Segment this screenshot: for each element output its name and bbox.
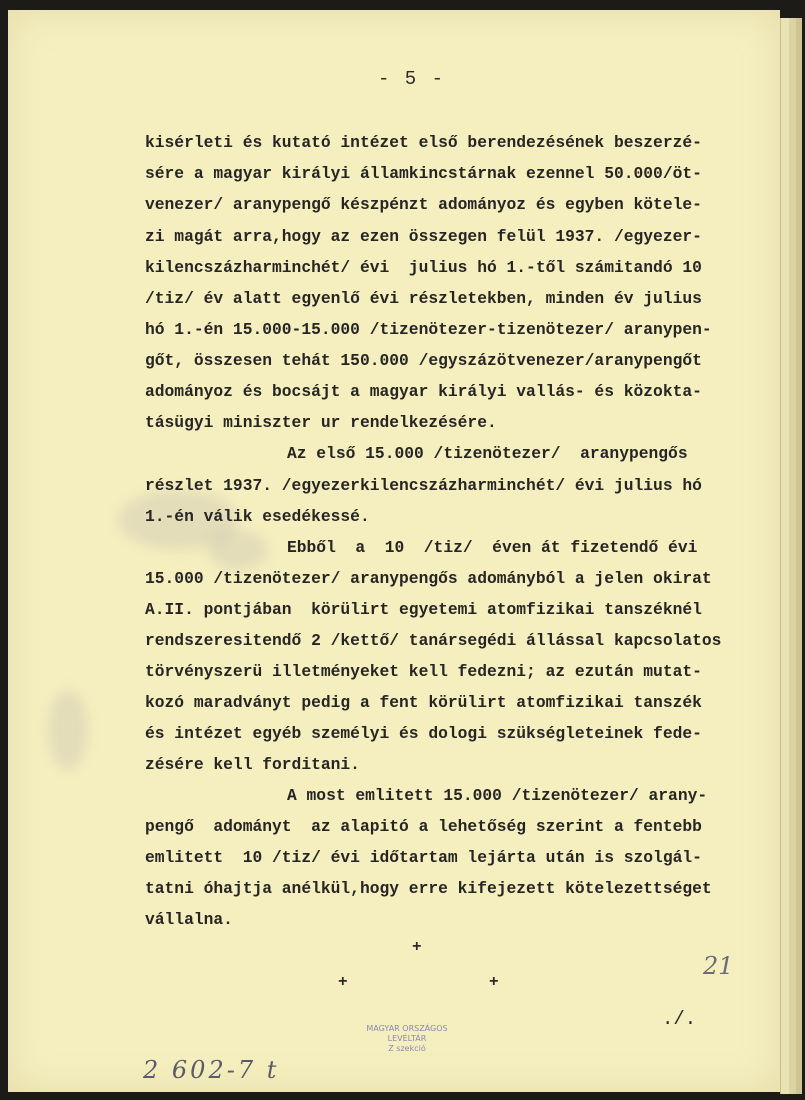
text-line: adományoz és bocsájt a magyar királyi vallás- és közokta- bbox=[145, 382, 702, 401]
text-line: Ebből a 10 /tiz/ éven át fizetendő évi bbox=[287, 538, 698, 557]
stamp-line: MAGYAR ORSZÁGOS LEVÉLTÁR bbox=[366, 1024, 448, 1043]
page-edge bbox=[795, 18, 802, 1094]
text-line: tatni óhajtja anélkül,hogy erre kifejezett kötelezettséget bbox=[145, 879, 712, 898]
separator-cross: + bbox=[412, 938, 422, 956]
text-line: vállalna. bbox=[145, 910, 233, 929]
separator-cross: + bbox=[338, 973, 348, 991]
ink-bleed bbox=[208, 530, 268, 570]
handwritten-page-number: 21 bbox=[703, 952, 734, 980]
stamp-line: Z szekció bbox=[388, 1044, 426, 1053]
text-line: A most emlitett 15.000 /tizenötezer/ arany- bbox=[287, 786, 708, 805]
text-line: és intézet egyéb személyi és dologi szükségleteinek fede- bbox=[145, 724, 702, 743]
continuation-mark: ./. bbox=[662, 1008, 697, 1030]
text-line: A.II. pontjában körülirt egyetemi atomfizikai tanszéknél bbox=[145, 600, 702, 619]
text-line: emlitett 10 /tiz/ évi időtartam lejárta után is szolgál- bbox=[145, 848, 702, 867]
text-line: rendszeresitendő 2 /kettő/ tanársegédi állással kapcsolatos bbox=[145, 631, 722, 650]
text-line: hó 1.-én 15.000-15.000 /tizenötezer-tizenötezer/ aranypen- bbox=[145, 320, 712, 339]
text-line: részlet 1937. /egyezerkilencszázharminchét/ évi julius hó bbox=[145, 476, 702, 495]
text-line: tásügyi miniszter ur rendelkezésére. bbox=[145, 413, 497, 432]
text-line: kozó maradványt pedig a fent körülirt atomfizikai tanszék bbox=[145, 693, 702, 712]
handwritten-reference: 2 602-7 t bbox=[143, 1056, 280, 1084]
text-line: kilencszázharminchét/ évi julius hó 1.-től számitandó 10 bbox=[145, 258, 702, 277]
text-line: sére a magyar királyi államkincstárnak ezennel 50.000/öt- bbox=[145, 164, 702, 183]
text-line: Az első 15.000 /tizenötezer/ aranypengős bbox=[287, 444, 688, 463]
text-line: gőt, összesen tehát 150.000 /egyszázötvenezer/aranypengőt bbox=[145, 351, 702, 370]
text-line: zi magát arra,hogy az ezen összegen felül 1937. /egyezer- bbox=[145, 227, 702, 246]
page-edge bbox=[788, 18, 796, 1094]
text-line: törvényszerü illetményeket kell fedezni; az ezután mutat- bbox=[145, 662, 702, 681]
page-number: - 5 - bbox=[378, 68, 446, 90]
text-line: 1.-én válik esedékessé. bbox=[145, 507, 370, 526]
text-line: kisérleti és kutató intézet első berendezésének beszerzé- bbox=[145, 133, 702, 152]
text-line: /tiz/ év alatt egyenlő évi részletekben, minden év julius bbox=[145, 289, 702, 308]
text-line: venezer/ aranypengő készpénzt adományoz és egyben kötele- bbox=[145, 195, 702, 214]
archive-stamp bbox=[352, 1024, 462, 1054]
text-line: zésére kell forditani. bbox=[145, 755, 360, 774]
text-line: pengő adományt az alapitó a lehetőség szerint a fentebb bbox=[145, 817, 702, 836]
page-edge bbox=[780, 18, 789, 1094]
separator-cross: + bbox=[489, 973, 499, 991]
ink-bleed bbox=[48, 690, 88, 770]
text-line: 15.000 /tizenötezer/ aranypengős adományból a jelen okirat bbox=[145, 569, 712, 588]
